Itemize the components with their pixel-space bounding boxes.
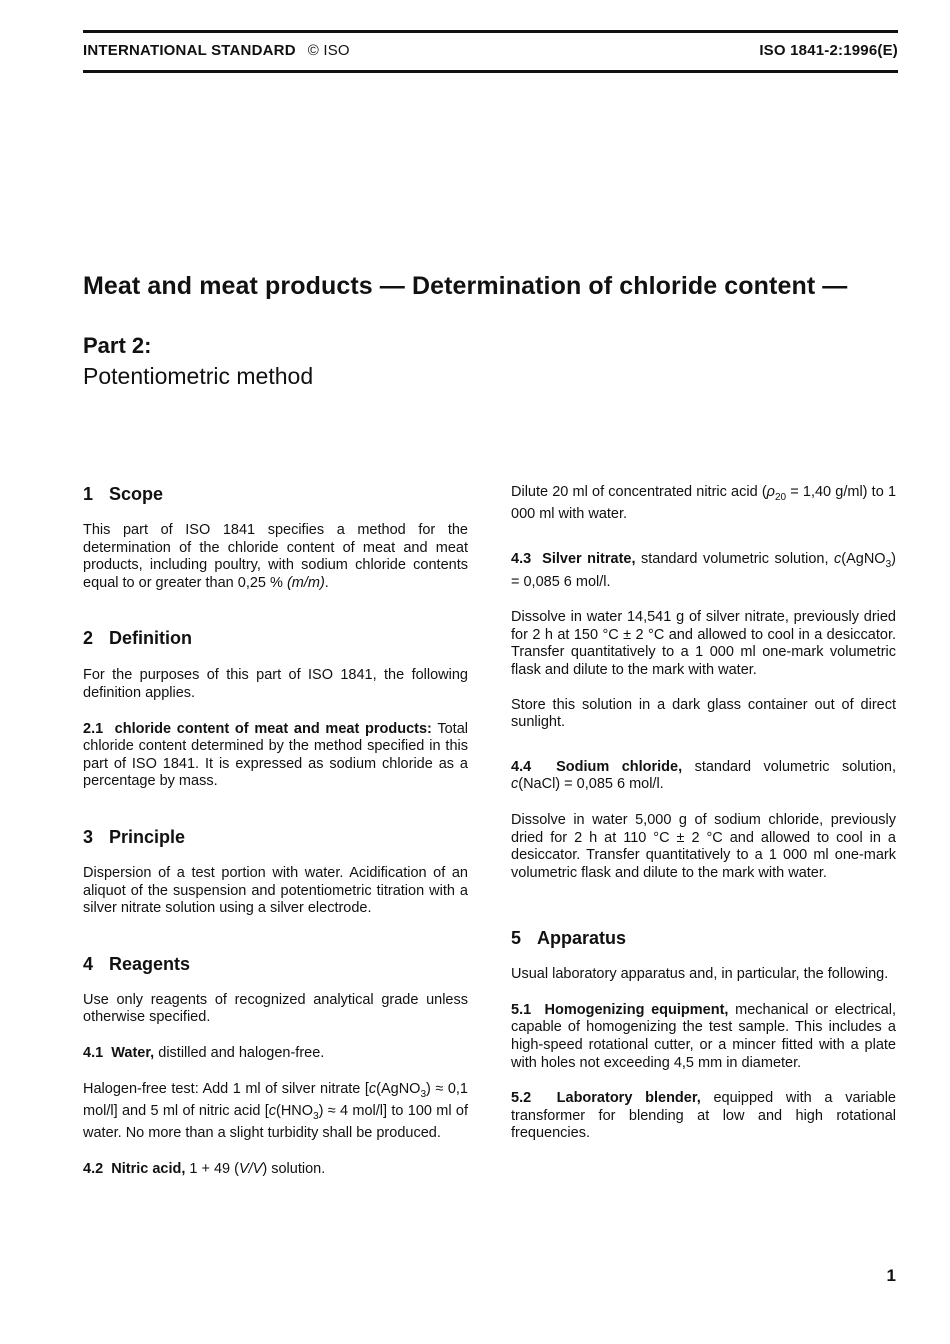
silver-nitrate-prep: Dissolve in water 14,541 g of silver nitrate, previously dried for 2 h at 150 °C ± 2 °C and allowed to cool in a desiccator. Transfer quantitatively to a 1 000 ml one-mark volumetric flask and dilute to the mark with water. <box>511 609 896 678</box>
section-heading-principle <box>83 827 468 848</box>
section-title: Definition <box>109 628 192 649</box>
reagents-intro: Use only reagents of recognized analytical grade unless otherwise specified. <box>83 991 468 1026</box>
concentration-symbol: c <box>268 1102 276 1119</box>
subscript: 3 <box>313 1110 319 1122</box>
test-text: ) ≈ 0,1 mol/l] and 5 ml of nitric acid [ <box>83 1080 468 1119</box>
reagent-unit: V/V <box>238 1161 263 1178</box>
apparatus-5-2 <box>511 1090 896 1143</box>
principle-paragraph: Dispersion of a test portion with water. Acidification of an aliquot of the suspension and potentiometric titration with a silver nitrate solution using a silver electrode. <box>83 864 468 917</box>
scope-text: This part of ISO 1841 specifies a method for the determination of the chloride content of meat and meat products, including poultry, with sodium chloride contents equal to or greater than 0,25 % <box>83 522 468 591</box>
reagent-text: standard volumetric solution, <box>694 758 896 775</box>
section-number: 5 <box>511 928 522 949</box>
apparatus-intro: Usual laboratory apparatus and, in particular, the following. <box>511 966 889 983</box>
section-title: Scope <box>109 484 164 504</box>
document-title: Meat and meat products — Determination of chloride content — <box>83 272 848 300</box>
formula: (AgNO <box>841 551 886 568</box>
section-heading-scope <box>83 484 468 505</box>
reagent-text: ) solution. <box>262 1161 326 1178</box>
clause-number: 4.3 <box>511 551 532 568</box>
test-text: (HNO <box>276 1102 314 1119</box>
header-left <box>83 42 350 59</box>
section-title: Reagents <box>109 953 191 974</box>
reagent-name: Silver nitrate, <box>542 551 636 568</box>
definition-intro: For the purposes of this part of ISO 1841, the following definition applies. <box>83 667 468 701</box>
clause-number: 4.2 <box>83 1161 104 1178</box>
subscript: 3 <box>420 1088 427 1100</box>
clause-number: 4.4 <box>511 758 532 775</box>
section-number: 3 <box>83 826 94 847</box>
definition-text: Total chloride content determined by the method specified in this part of ISO 1841. It is expressed as sodium chloride as a percentage by mass. <box>83 720 468 790</box>
test-text: ) ≈ 4 mol/l] to 100 ml of water. No more than a slight turbidity shall be produced. <box>83 1102 468 1142</box>
apparatus-5-1 <box>511 1002 896 1072</box>
scope-end: . <box>324 574 329 591</box>
nitric-acid-preparation <box>511 484 896 524</box>
halogen-free-test <box>83 1081 468 1144</box>
scope-unit: (m/m) <box>286 574 325 591</box>
reagent-name: Water, <box>111 1044 155 1061</box>
header-doc-id: ISO 1841-2:1996(E) <box>759 42 898 59</box>
apparatus-text: equipped with a variable transformer for blending at low and high rotational frequencies. <box>511 1090 896 1142</box>
clause-number: 4.1 <box>83 1044 104 1061</box>
section-number: 1 <box>83 484 94 504</box>
density-symbol: ρ <box>766 484 775 500</box>
reagent-name: Nitric acid, <box>111 1161 186 1178</box>
reagent-text: standard volumetric solution, <box>641 551 829 568</box>
apparatus-text: mechanical or electrical, capable of homogenizing the test sample. This includes a high-speed rotational cutter, or a mincer fitted with a plate with holes not exceeding 4,5 mm in diameter. <box>511 1001 896 1071</box>
prep-text: Dilute 20 ml of concentrated nitric acid ( <box>511 484 767 500</box>
reagent-4-2 <box>83 1161 468 1179</box>
section-number: 4 <box>83 953 94 974</box>
section-number: 2 <box>83 628 94 649</box>
subscript: 3 <box>885 558 892 570</box>
concentration-symbol: c <box>511 776 519 793</box>
apparatus-name: Homogenizing equipment, <box>544 1001 729 1018</box>
definition-2-1 <box>83 721 468 791</box>
test-text: Halogen-free test: Add 1 ml of silver nitrate [ <box>83 1080 369 1097</box>
reagent-4-4 <box>511 759 896 794</box>
test-text: (AgNO <box>376 1080 421 1097</box>
header-standard-label: INTERNATIONAL STANDARD <box>83 42 296 59</box>
header-rule-top <box>83 30 898 33</box>
left-column <box>83 484 468 1179</box>
sodium-chloride-prep: Dissolve in water 5,000 g of sodium chloride, previously dried for 2 h at 110 °C ± 2 °C and allowed to cool in a desiccator. Transfer quantitatively to a 1 000 ml one-mark volumetric flask and dilute to the mark with water. <box>511 811 896 881</box>
section-title: Apparatus <box>537 928 627 949</box>
reagent-4-1 <box>83 1045 468 1063</box>
prep-text: = 1,40 g/ml) to 1 000 ml with water. <box>511 484 897 523</box>
section-heading-reagents <box>83 954 468 975</box>
section-heading-apparatus <box>511 928 896 949</box>
formula: ) = 0,085 6 mol/l. <box>511 551 896 590</box>
reagent-name: Sodium chloride, <box>556 758 683 775</box>
section-heading-definition <box>83 628 468 649</box>
clause-number: 5.2 <box>511 1090 532 1107</box>
apparatus-name: Laboratory blender, <box>556 1090 701 1107</box>
formula: (NaCl) = 0,085 6 mol/l. <box>518 776 664 793</box>
definition-term: chloride content of meat and meat products: <box>114 720 432 737</box>
scope-paragraph <box>83 522 468 592</box>
header-copyright: © ISO <box>307 42 350 59</box>
concentration-symbol: c <box>368 1080 377 1097</box>
section-title: Principle <box>109 826 186 847</box>
right-column <box>511 484 896 1143</box>
clause-number: 2.1 <box>83 720 104 737</box>
header-rule-bottom <box>83 70 898 73</box>
part-subtitle: Potentiometric method <box>83 363 314 389</box>
page-number: 1 <box>886 1266 896 1285</box>
part-label: Part 2: <box>83 333 152 358</box>
reagent-text: 1 + 49 ( <box>189 1161 239 1178</box>
silver-nitrate-storage: Store this solution in a dark glass container out of direct sunlight. <box>511 696 896 731</box>
reagent-text: distilled and halogen-free. <box>158 1044 325 1061</box>
clause-number: 5.1 <box>511 1001 532 1018</box>
subscript: 20 <box>774 491 787 503</box>
reagent-4-3 <box>511 551 896 591</box>
concentration-symbol: c <box>834 551 842 568</box>
